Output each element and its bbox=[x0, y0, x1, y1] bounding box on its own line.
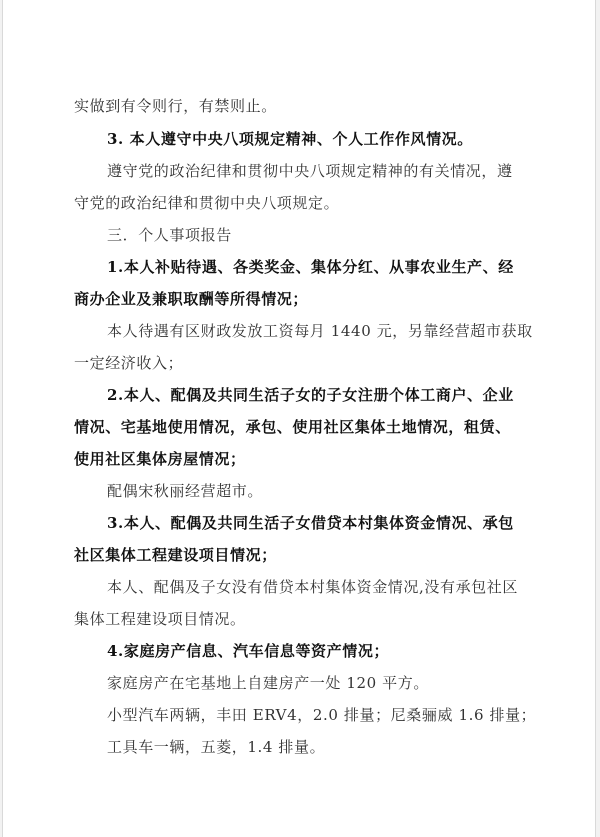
body-line: 配偶宋秋丽经营超市。 bbox=[107, 482, 264, 500]
body-line: 本人待遇有区财政发放工资每月 1440 元，另靠经营超市获取 bbox=[107, 322, 533, 340]
body-line: 遵守党的政治纪律和贯彻中央八项规定精神的有关情况，遵 bbox=[107, 162, 513, 180]
paragraph-continuation-line: 实做到有令则行，有禁则止。 bbox=[74, 97, 277, 115]
item-1-heading: 1.本人补贴待遇、各类奖金、集体分红、从事农业生产、经 bbox=[107, 258, 514, 276]
body-line: 小型汽车两辆，丰田 ERV4，2.0 排量；尼桑骊威 1.6 排量； bbox=[107, 706, 537, 724]
body-line: 集体工程建设项目情况。 bbox=[74, 610, 246, 628]
body-line: 工具车一辆，五菱，1.4 排量。 bbox=[107, 738, 326, 756]
body-line: 一定经济收入； bbox=[74, 354, 184, 372]
item-2-heading: 2.本人、配偶及共同生活子女的子女注册个体工商户、企业 bbox=[107, 386, 514, 404]
item-3-heading: 3.本人、配偶及共同生活子女借贷本村集体资金情况、承包 bbox=[107, 514, 514, 532]
item-2-heading-continued: 使用社区集体房屋情况； bbox=[74, 450, 246, 468]
item-2-heading-continued: 情况、宅基地使用情况，承包、使用社区集体土地情况，租赁、 bbox=[74, 418, 511, 436]
body-line: 本人、配偶及子女没有借贷本村集体资金情况,没有承包社区 bbox=[107, 578, 518, 596]
document-page bbox=[2, 0, 596, 837]
body-line: 家庭房产在宅基地上自建房产一处 120 平方。 bbox=[107, 674, 429, 692]
body-line: 守党的政治纪律和贯彻中央八项规定。 bbox=[74, 194, 340, 212]
item-4-heading: 4.家庭房产信息、汽车信息等资产情况； bbox=[107, 642, 390, 660]
item-1-heading-continued: 商办企业及兼职取酬等所得情况； bbox=[74, 290, 309, 308]
section-3-heading: 3. 本人遵守中央八项规定精神、个人工作作风情况。 bbox=[107, 130, 473, 148]
item-3-heading-continued: 社区集体工程建设项目情况； bbox=[74, 546, 277, 564]
personal-matters-heading: 三．个人事项报告 bbox=[107, 226, 232, 244]
